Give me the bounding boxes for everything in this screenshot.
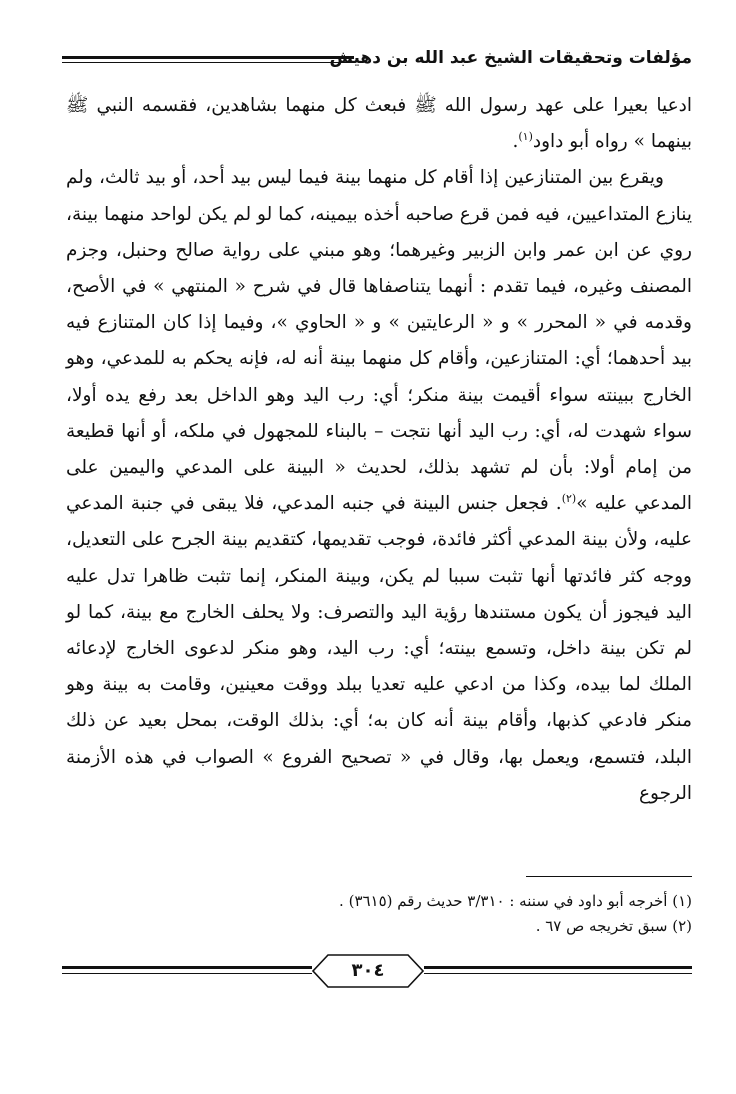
footer-rule-left-thin [62, 973, 312, 974]
footnote-1: (١) أخرجه أبو داود في سننه : ٣/٣١٠ حديث رقم (٣٦١٥) . [339, 892, 692, 910]
footnotes [72, 889, 692, 939]
header-rule-top [62, 56, 354, 59]
footnote-2: (٢) سبق تخريجه ص ٦٧ . [535, 917, 692, 935]
footer-rule-right-thick [424, 966, 692, 969]
footnote-separator [526, 876, 692, 877]
header-rule-bottom [62, 62, 354, 63]
footer-rule-right-thin [424, 973, 692, 974]
page-number: ٣٠٤ [351, 960, 385, 981]
paragraph-1-text: ادعيا بعيرا على عهد رسول الله ﷺ فبعث كل منهما بشاهدين، فقسمه النبي ﷺ بينهما » رواه أبو داود [66, 95, 692, 153]
footer-rule-left-thick [62, 966, 312, 969]
footnote-ref-2: (٢) [561, 492, 577, 506]
page-number-frame [312, 954, 424, 988]
page-footer [62, 952, 692, 992]
body-text [66, 88, 692, 812]
paragraph-2: ويقرع بين المتنازعين إذا أقام كل منهما بينة فيما ليس بيد أحد، أو بيد ثالث، ولم ينازع المتداعيين، فيه فمن قرع صاحبه أخذه بيمينه، كما لو لم يكن لواحد منهما بينة، روي عن ابن عمر وابن الزبير وغيرهما؛ وهو مبني على رواية صالح وحنبل، وجزم المصنف وغيره، فيما تقدم : أنهما يتناصفاها قال في شرح « المنتهي » في الأصح، وقدمه في « المحرر » و « الرعايتين » و « الحاوي »، وفيما إذا كان المتنازع فيه بيد أحدهما؛ أي: المتنازعين، وأقام كل منهما بينة أنه له، فإنه يحكم به للمدعي، وهو الخارج ببينته سواء أقيمت بينة منكر؛ أي: رب اليد وهو الداخل بعد رفع يده أولا، سواء شهدت له، أي: رب اليد أنها نتجت – بالبناء للمجهول في ملكه، أو أنها قطيعة من إمام أولا: بأن لم تشهد بذلك، لحديث « البينة على المدعي واليمين على المدعي عليه »$^{(٢)}$. فجعل جنس البينة في جنبه المدعي، فلا يبقى في جنبة المدعي عليه، ولأن بينة المدعي أكثر فائدة، فوجب تقديمها، كتقديم بينة الجرح على التعديل، ووجه كثر فائدتها أنها تثبت سببا لم يكن، وبينة المنكر، إنما تثبت ظاهرا تدل عليه اليد فيجوز أن يكون مستندها رؤية اليد والتصرف: ولا يحلف الخارج مع بينة، كما لو لم تكن بينة داخل، وتسمع بينته؛ أي: رب اليد، وهو منكر لدعوى الخارج لإدعائه الملك لما بيده، وكذا من ادعي عليه تعديا ببلد ووقت معينين، وقامت به بينة وهو منكر فادعي كذبها، وأقام بينة أنه كان به؛ أي: بذلك الوقت، بمحل بعيد عن ذلك البلد، فتسمع، ويعمل بها، وقال في « تصحيح الفروع » الصواب في هذه الأزمنة الرجوع [66, 167, 692, 804]
header-title: مؤلفات وتحقيقات الشيخ عبد الله بن دهيش [329, 48, 692, 68]
paragraph-2-text: ويقرع بين المتنازعين إذا أقام كل منهما بينة فيما ليس بيد أحد، أو بيد ثالث، ولم ينازع المتداعيين، فيه فمن قرع صاحبه أخذه بيمينه، كما لو لم يكن لواحد منهما بينة، روي عن ابن عمر وابن الزبير وغيرهما؛ وهو مبني على رواية صالح وحنبل، وجزم المصنف وغيره، فيما تقدم : أنهما يتناصفاها قال في شرح « المنتهي » في الأصح، وقدمه في « المحرر » و « الرعايتين » و « الحاوي »، وفيما إذا كان المتنازع فيه بيد أحدهما؛ أي: المتنازعين، وأقام كل منهما بينة أنه له، فإنه يحكم به للمدعي، وهو الخارج ببينته سواء أقيمت بينة منكر؛ أي: رب اليد وهو الداخل بعد رفع يده أولا، سواء شهدت له، أي: رب اليد أنها نتجت – بالبناء للمجهول في ملكه، أو أنها قطيعة من إمام أولا: بأن لم تشهد بذلك، لحديث « البينة على المدعي واليمين على المدعي عليه » [66, 167, 692, 515]
running-header [62, 42, 692, 78]
footnote-ref-1: (١) [518, 130, 533, 144]
paragraph-1: ادعيا بعيرا على عهد رسول الله ﷺ فبعث كل منهما بشاهدين، فقسمه النبي ﷺ بينهما » رواه أبو داود$^{(١)}$. [66, 95, 692, 153]
paragraph-3-text: فجعل جنس البينة في جنبه المدعي، فلا يبقى في جنبة المدعي عليه، ولأن بينة المدعي أكثر فائدة، فوجب تقديمها، كتقديم بينة الجرح على التعديل، ووجه كثر فائدتها أنها تثبت سببا لم يكن، وبينة المنكر، إنما تثبت ظاهرا تدل عليه اليد فيجوز أن يكون مستندها رؤية اليد والتصرف: ولا يحلف الخارج مع بينة، كما لو لم تكن بينة داخل، وتسمع بينته؛ أي: رب اليد، وهو منكر لدعوى الخارج لإدعائه الملك لما بيده، وكذا من ادعي عليه تعديا ببلد ووقت معينين، وقامت به بينة وهو منكر فادعي كذبها، وأقام بينة أنه كان به؛ أي: بذلك الوقت، بمحل بعيد عن ذلك البلد، فتسمع، ويعمل بها، وقال في « تصحيح الفروع » الصواب في هذه الأزمنة الرجوع [66, 493, 692, 804]
